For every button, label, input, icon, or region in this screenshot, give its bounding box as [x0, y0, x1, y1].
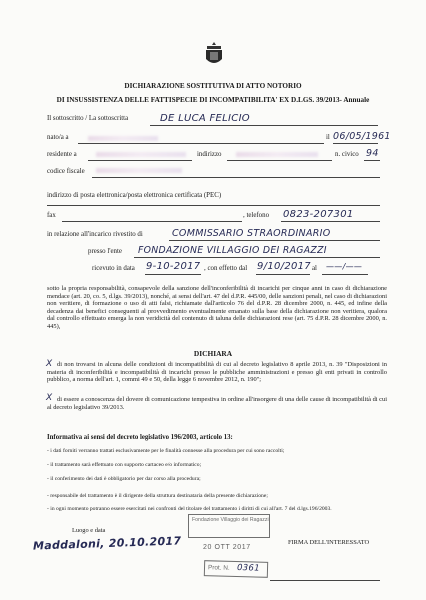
dichiara-heading: DICHIARA — [193, 349, 233, 358]
stamp-org: Fondazione Villaggio dei Ragazzi — [192, 517, 269, 523]
declaration-2: di essere a conoscenza del dovere di comunicazione tempestiva in ordine all'insorgere di una delle cause di incompatibilità di cui al decreto legislativo 39/2013. — [47, 396, 387, 411]
civico-value: 94 — [366, 148, 379, 159]
prot-label: Prot. N. — [207, 564, 230, 572]
redacted-address — [236, 152, 318, 157]
il-label: il — [326, 134, 330, 141]
redacted-birthplace — [88, 136, 158, 141]
redacted-city — [96, 152, 186, 157]
nato-label: nato/a a — [47, 134, 69, 141]
incarico-value: COMMISSARIO STRAORDINARIO — [172, 228, 331, 239]
redacted-fiscal-code — [96, 168, 182, 173]
stamp-date: 20 OTT 2017 — [203, 544, 251, 551]
civico-label: n. civico — [335, 151, 359, 158]
luogo-value: Maddaloni, 20.10.2017 — [32, 534, 182, 553]
fax-label: fax — [47, 212, 56, 219]
indirizzo-label: indirizzo — [197, 151, 222, 158]
ricevuto-label: ricevuto in data — [92, 265, 135, 272]
info-item: - il conferimento dei dati è obbligatorio per dar corso alla procedura; — [47, 476, 201, 482]
al-value-strike: ——/—— — [326, 262, 363, 271]
ricevuto-value: 9-10-2017 — [146, 261, 201, 272]
checkmark-icon: X — [46, 393, 53, 403]
firma-label: FIRMA DELL'INTERESSATO — [288, 539, 370, 546]
residente-label: residente a — [47, 151, 77, 158]
checkmark-icon: X — [46, 359, 53, 369]
title-line1: DICHIARAZIONE SOSTITUTIVA DI ATTO NOTORIO — [124, 82, 302, 90]
emblem-icon — [203, 41, 225, 69]
info-item: - responsabile del trattamento è il dirigente della struttura destinataria della presente dichiarazione; — [47, 493, 268, 499]
prot-value: 0361 — [236, 563, 260, 574]
al-label: al — [312, 265, 317, 272]
pec-label: indirizzo di posta elettronica/posta elettronica certificata (PEC) — [47, 192, 222, 199]
luogo-label: Luogo e data — [72, 527, 106, 534]
ente-value: FONDAZIONE VILLAGGIO DEI RAGAZZI — [138, 245, 327, 256]
sottoscritto-value: DE LUCA FELICIO — [160, 113, 250, 124]
sottoscritto-label: Il sottoscritto / La sottoscritta — [47, 115, 129, 122]
effetto-value: 9/10/2017 — [257, 261, 311, 272]
effetto-label: , con effetto dal — [204, 265, 248, 272]
telefono-label: , telefono — [243, 212, 270, 219]
responsibility-paragraph: sotto la propria responsabilità, consapevole della sanzione dell'inconferibilità di incarichi per cinque anni in caso di dichiarazione mendace (art. 20, co. 5, d.lgs. 39/2013), nonché, ai sensi dell'art. 47 del d.P.R. 445/00, delle sanzioni penali, nel caso di dichiarazioni non veritiere, di formazione o uso di atti falsi, richiamate dall'articolo 76 del d.P.R. 28 dicembre 2000, n. 445, ed infine della decadenza dai benefici conseguenti al provvedimento eventualmente emanato sulla base della dichiarazione non veritiera, qualora dal controllo effettuato emerga la non veridicità del contenuto di taluna delle dichiarazioni rese (art. 75 d.P.R. 28 dicembre 2000, n. 445), — [47, 285, 387, 330]
info-item: - i dati forniti verranno trattati esclusivamente per le finalità connesse alla procedura per cui sono raccolti; — [47, 448, 285, 454]
incarico-label: in relazione all'incarico rivestito di — [47, 231, 143, 238]
title-line2: DI INSUSSISTENZA DELLE FATTISPECIE DI INCOMPATIBILITA' EX D.LGS. 39/2013- Annuale — [56, 96, 370, 104]
birth-date: 06/05/1961 — [333, 131, 391, 142]
protocol-stamp — [204, 560, 268, 578]
reception-stamp — [188, 514, 270, 538]
codice-fiscale-label: codice fiscale — [47, 168, 85, 175]
declaration-1: di non trovarsi in alcuna delle condizioni di incompatibilità di cui al decreto legislativo 8 aprile 2013, n. 39 "Disposizioni in materia di inconferibilità e incompatibilità di incarichi presso le pubbliche amministrazioni e presso gli enti privati in controllo pubblico, a norma dell'art. 1, commi 49 e 50, della legge 6 novembre 2012, n. 190"; — [47, 361, 387, 384]
info-item: - in ogni momento potranno essere esercitati nei confronti del titolare del trattamento i diritti di cui all'art. 7 del d.lgs.196/2003. — [47, 506, 332, 512]
info-item: - il trattamento sarà effettuato con supporto cartaceo e/o informatico; — [47, 462, 202, 468]
telefono-value: 0823-207301 — [283, 209, 354, 220]
info-heading: Informativa ai sensi del decreto legislativo 196/2003, articolo 13: — [47, 434, 233, 441]
ente-label: presso l'ente — [88, 248, 122, 255]
